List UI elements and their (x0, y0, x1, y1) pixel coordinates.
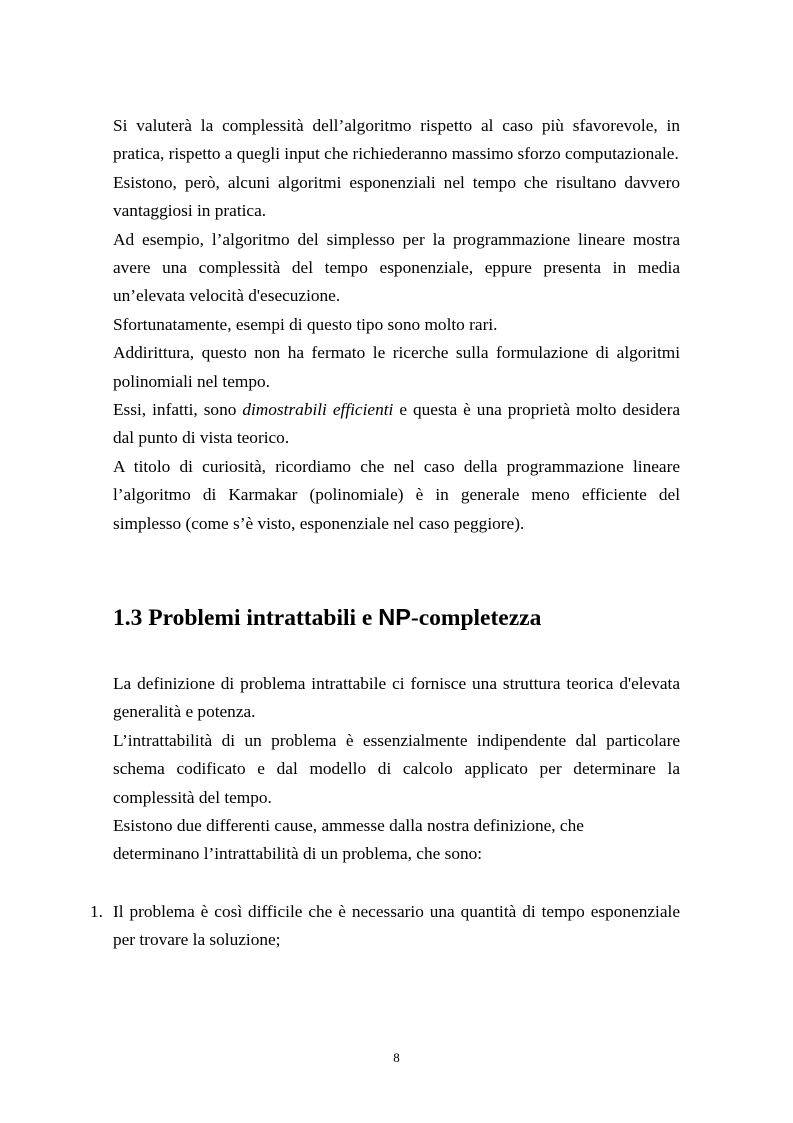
section-heading (113, 604, 541, 632)
paragraph: L’intrattabilità di un problema è essenzialmente indipendente dal particolare schema codificato e dal modello di calcolo applicato per determinare la complessità del tempo. (113, 730, 680, 807)
paragraph-text: Essi, infatti, sono (113, 400, 243, 420)
paragraph (113, 812, 680, 869)
numbered-list (90, 898, 680, 955)
paragraph: Sfortunatamente, esempi di questo tipo sono molto rari. (113, 314, 498, 334)
body-section-2 (113, 670, 680, 869)
body-section-1 (113, 112, 680, 538)
paragraph: Esistono, però, alcuni algoritmi esponenziali nel tempo che risultano davvero vantaggiosi in pratica. (113, 172, 680, 221)
list-item-text: Il problema è così difficile che è necessario una quantità di tempo esponenziale per trovare la soluzione; (113, 902, 680, 950)
paragraph-line: determinano l’intrattabilità di un problema, che sono: (113, 844, 483, 864)
list-number: 1. (90, 902, 103, 921)
paragraph-line: Esistono due differenti cause, ammesse dalla nostra definizione, che (113, 816, 584, 836)
paragraph-text: e questa è una proprietà molto desidera dal punto di vista teorico. (113, 400, 681, 448)
heading-np-label: NP (378, 604, 411, 630)
heading-text: 1.3 Problemi intrattabili e (113, 605, 379, 631)
paragraph: Ad esempio, l’algoritmo del simplesso per la programmazione lineare mostra avere una complessità del tempo esponenziale, eppure presenta in media un’elevata velocità d'esecuzione. (113, 229, 680, 306)
paragraph (113, 396, 680, 453)
paragraph: Addirittura, questo non ha fermato le ricerche sulla formulazione di algoritmi polinomiali nel tempo. (113, 343, 680, 391)
list-item (90, 898, 680, 955)
heading-text: -completezza (410, 605, 542, 631)
emphasized-text: dimostrabili efficienti (242, 400, 394, 420)
paragraph: A titolo di curiosità, ricordiamo che nel caso della programmazione lineare l’algoritmo di Karmakar (polinomiale) è in generale meno efficiente del simplesso (come s’è visto, esponenziale nel caso peggiore). (113, 456, 680, 533)
paragraph: Si valuterà la complessità dell’algoritmo rispetto al caso più sfavorevole, in pratica, rispetto a quegli input che richiederanno massimo sforzo computazionale. (113, 116, 680, 164)
paragraph: La definizione di problema intrattabile ci fornisce una struttura teorica d'elevata generalità e potenza. (113, 674, 680, 722)
page-number: 8 (393, 1050, 400, 1065)
